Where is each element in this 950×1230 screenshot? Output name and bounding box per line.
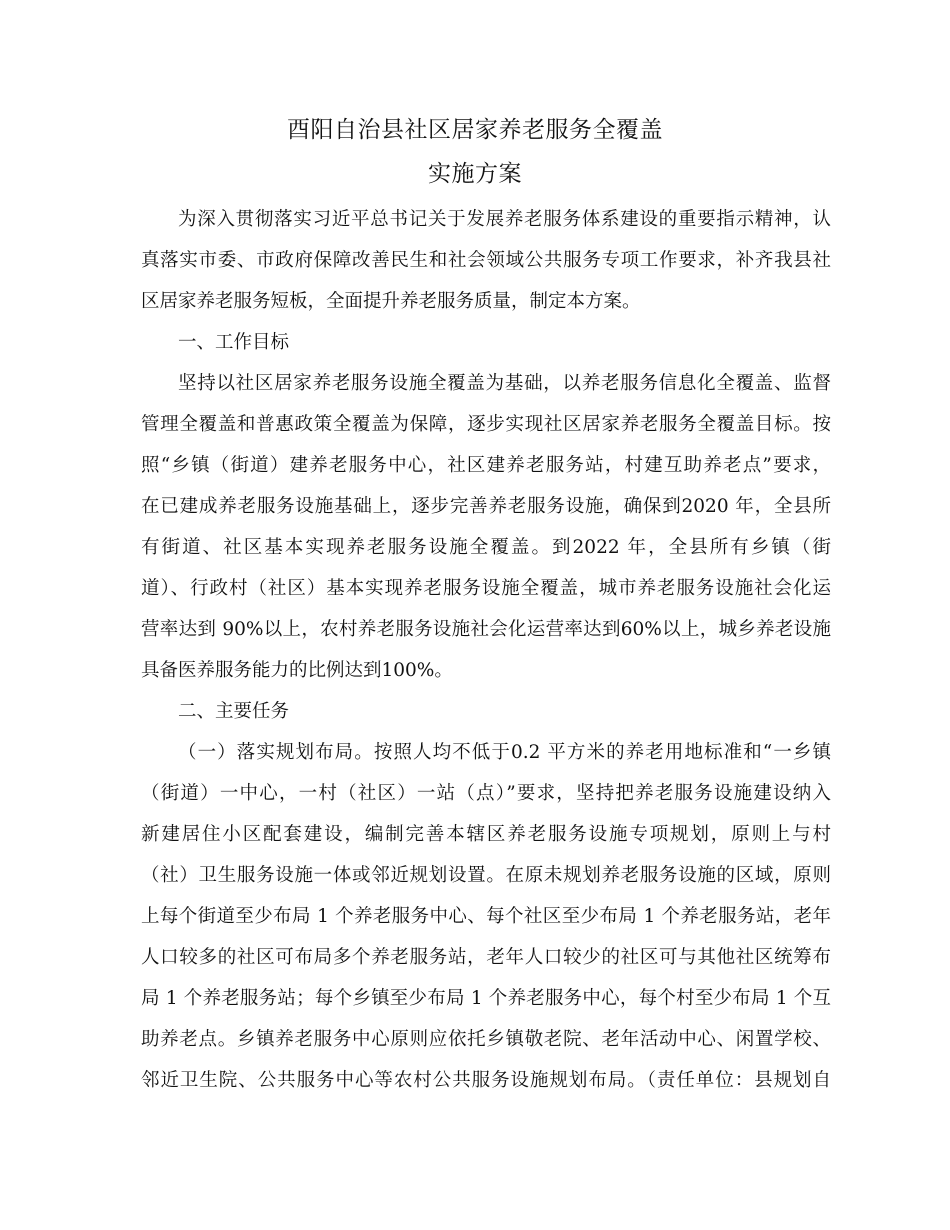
paragraph-line: 管理全覆盖和普惠政策全覆盖为保障，逐步实现社区居家养老服务全覆盖目标。按 [141,414,831,435]
paragraph-line: 具备医养服务能力的比例达到100%。 [141,660,453,681]
paragraph-line: 人口较多的社区可布局多个养老服务站，老年人口较少的社区可与其他社区统筹布 [141,947,831,968]
section-heading: 二、主要任务 [178,701,290,722]
paragraph-line: （街道）一中心，一村（社区）一站（点）”要求，坚持把养老服务设施建设纳入 [141,783,831,804]
paragraph-line: 有街道、社区基本实现养老服务设施全覆盖。到2022 年，全县所有乡镇（街 [141,537,831,558]
paragraph-line: 邻近卫生院、公共服务中心等农村公共服务设施规划布局。（责任单位：县规划自 [141,1070,831,1091]
document-title-line-1: 酉阳自治县社区居家养老服务全覆盖 [287,117,663,143]
paragraph-line: 坚持以社区居家养老服务设施全覆盖为基础，以养老服务信息化全覆盖、监督 [178,373,831,394]
paragraph-line: 为深入贯彻落实习近平总书记关于发展养老服务体系建设的重要指示精神，认 [178,209,831,230]
paragraph-line: 照“乡镇（街道）建养老服务中心，社区建养老服务站，村建互助养老点”要求， [141,455,831,476]
paragraph-line: 局 1 个养老服务站；每个乡镇至少布局 1 个养老服务中心，每个村至少布局 1 个互 [141,988,831,1009]
section-heading: 一、工作目标 [178,332,290,353]
paragraph-line: 真落实市委、市政府保障改善民生和社会领域公共服务专项工作要求，补齐我县社 [141,250,831,271]
paragraph-line: 上每个街道至少布局 1 个养老服务中心、每个社区至少布局 1 个养老服务站，老年 [141,906,831,927]
paragraph-line: （社）卫生服务设施一体或邻近规划设置。在原未规划养老服务设施的区域，原则 [141,865,831,886]
document-title-line-2: 实施方案 [428,161,522,187]
paragraph-line: 区居家养老服务短板，全面提升养老服务质量，制定本方案。 [141,291,641,312]
paragraph-line: 营率达到 90%以上，农村养老服务设施社会化运营率达到60%以上，城乡养老设施 [141,619,831,640]
paragraph-line: 新建居住小区配套建设，编制完善本辖区养老服务设施专项规划，原则上与村 [141,824,831,845]
paragraph-line: 道）、行政村（社区）基本实现养老服务设施全覆盖，城市养老服务设施社会化运 [141,578,831,599]
paragraph-line: 助养老点。乡镇养老服务中心原则应依托乡镇敬老院、老年活动中心、闲置学校、 [141,1029,831,1050]
paragraph-line: 在已建成养老服务设施基础上，逐步完善养老服务设施，确保到2020 年，全县所 [141,496,831,517]
paragraph-line: （一）落实规划布局。按照人均不低于0.2 平方米的养老用地标准和“一乡镇 [178,742,831,763]
